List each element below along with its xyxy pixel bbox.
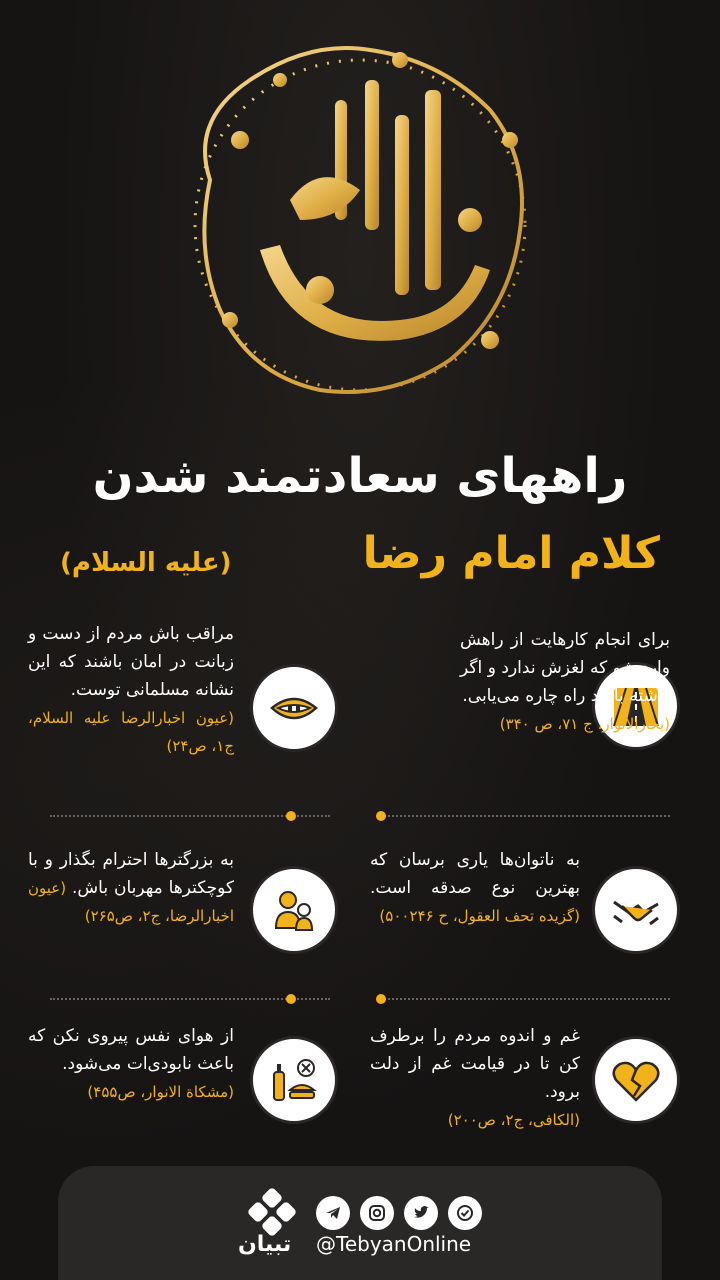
- page-subtitle: کلام امام رضا: [362, 528, 660, 579]
- list-item: [28, 1022, 350, 1152]
- list-item: [28, 846, 350, 976]
- item-text: برای انجام کارهایت از راهش وارد شو که لغزش ندارد و اگر داشته باشد راه چاره می‌یابی.: [460, 630, 670, 706]
- mouth-icon: [250, 664, 338, 752]
- broken-heart-icon: [592, 1036, 680, 1124]
- list-item: [370, 626, 670, 796]
- item-text: به بزرگترها احترام بگذار و با کوچکترها مهربان باش.: [28, 850, 234, 898]
- divider: [50, 815, 330, 817]
- item-source: (مشکاة الانوار، ص۴۵۵): [87, 1083, 234, 1101]
- item-source: (گزیده تحف العقول، ح ۵۰۰۲۴۶): [379, 907, 580, 925]
- page-subtitle-suffix: (علیه السلام): [60, 548, 232, 578]
- item-text: به ناتوان‌ها یاری برسان که بهترین نوع صدقه است.: [370, 850, 580, 898]
- telegram-icon[interactable]: [316, 1196, 350, 1230]
- divider: [50, 998, 330, 1000]
- twitter-icon[interactable]: [404, 1196, 438, 1230]
- page-title: راههای سعادتمند شدن: [92, 448, 628, 504]
- item-text: مراقب باش مردم از دست و زبانت در امان باشند که این نشانه مسلمانی توست.: [28, 624, 234, 700]
- no-junk-food-icon: [250, 1036, 338, 1124]
- instagram-icon[interactable]: [360, 1196, 394, 1230]
- item-text: غم و اندوه مردم را برطرف کن تا در قیامت غم از دلت برود.: [370, 1026, 580, 1102]
- social-links: [316, 1196, 482, 1230]
- item-source: (عیون اخبارالرضا، ج۲، ص۲۶۵): [28, 879, 234, 925]
- helping-hands-icon: [592, 866, 680, 954]
- divider: [380, 815, 670, 817]
- list-item: [28, 620, 350, 800]
- elder-child-icon: [250, 866, 338, 954]
- social-handle[interactable]: @TebyanOnline: [316, 1232, 472, 1256]
- item-source: (عیون اخبارالرضا علیه السلام، ج۱، ص۲۴): [28, 709, 234, 755]
- item-text: از هوای نفس پیروی نکن که باعث نابودی‌ات می‌شود.: [28, 1026, 234, 1074]
- item-source: (الکافی، ج۲، ص۲۰۰): [447, 1111, 580, 1129]
- list-item: [370, 846, 670, 976]
- item-source: (بحارالانوار، ج ۷۱، ص ۳۴۰): [499, 715, 670, 733]
- calligraphy-emblem: [170, 20, 550, 420]
- verified-icon[interactable]: [448, 1196, 482, 1230]
- list-item: [370, 1022, 670, 1152]
- divider: [380, 998, 670, 1000]
- logo-text: تبیان: [238, 1232, 292, 1257]
